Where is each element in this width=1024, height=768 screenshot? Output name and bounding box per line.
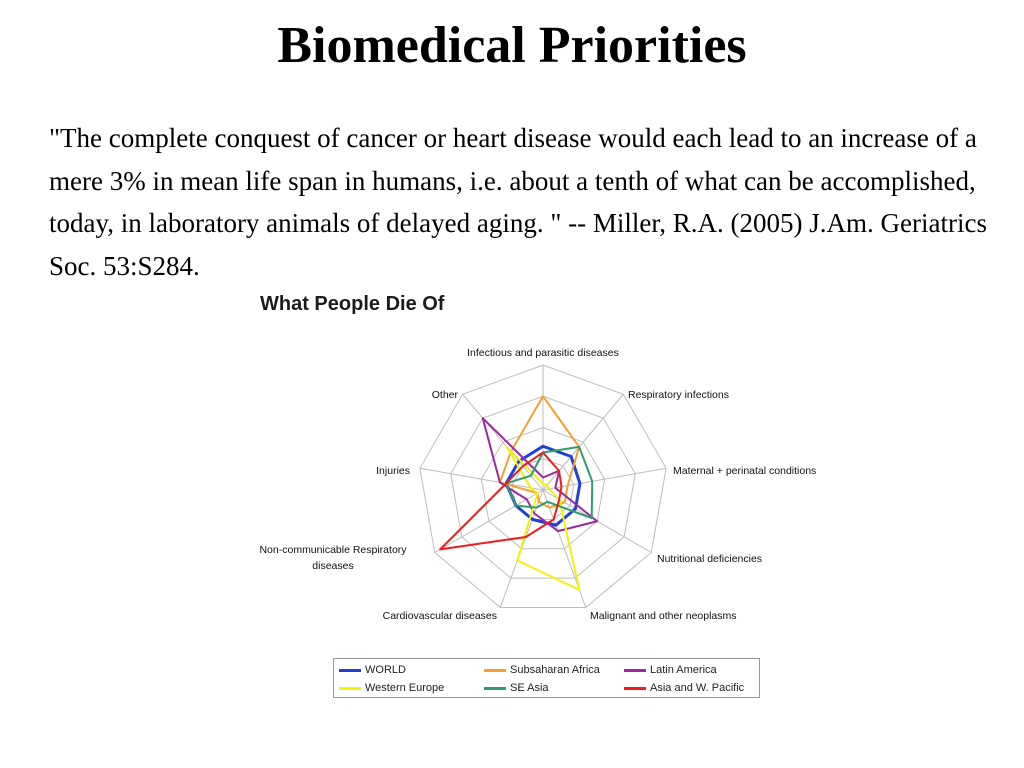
axis-label-infectious: Infectious and parasitic diseases <box>467 347 619 359</box>
legend-swatch-se-asia <box>484 687 506 690</box>
legend-item-subsaharan-africa <box>484 662 600 678</box>
legend-label-western-europe: Western Europe <box>365 682 445 694</box>
legend-swatch-world <box>339 669 361 672</box>
chart-legend <box>333 658 760 698</box>
slide-title: Biomedical Priorities <box>277 17 747 74</box>
legend-label-se-asia: SE Asia <box>510 682 549 694</box>
legend-swatch-western-europe <box>339 687 361 690</box>
axis-label-injuries: Injuries <box>376 465 410 477</box>
radar-grid <box>420 365 666 607</box>
axis-label-noncommunicable-respiratory: Non-communicable Respiratory diseases <box>259 544 407 572</box>
quote-text: "The complete conquest of cancer or heart disease would each lead to an increase of a mere 3% in mean life span in humans, i.e. about a tenth of what can be accomplished, today, in laboratory animals of delayed aging. " -- Miller, R.A. (2005) J.Am. Geriatrics Soc. 53:S284. <box>49 123 987 281</box>
axis-label-nutritional: Nutritional deficiencies <box>657 553 763 565</box>
legend-label-asia-and-w-pacific: Asia and W. Pacific <box>650 682 745 694</box>
axis-label-respiratory-infections: Respiratory infections <box>628 389 729 401</box>
legend-swatch-asia-and-w-pacific <box>624 687 646 690</box>
legend-item-world <box>339 662 406 678</box>
legend-swatch-latin-america <box>624 669 646 672</box>
legend-item-western-europe <box>339 680 444 696</box>
legend-item-latin-america <box>624 662 717 678</box>
legend-swatch-subsaharan-africa <box>484 669 506 672</box>
axis-label-maternal-perinatal: Maternal + perinatal conditions <box>673 465 817 477</box>
axis-label-cardiovascular: Cardiovascular diseases <box>382 610 497 622</box>
chart-title: What People Die Of <box>260 293 445 315</box>
grid-spoke-1 <box>543 394 623 490</box>
legend-item-asia-and-w-pacific <box>624 680 744 696</box>
radar-series <box>440 396 597 590</box>
legend-label-subsaharan-africa: Subsaharan Africa <box>510 664 600 676</box>
legend-label-world: WORLD <box>365 664 406 676</box>
axis-label-malignant: Malignant and other neoplasms <box>590 610 737 622</box>
legend-label-latin-america: Latin America <box>650 664 717 676</box>
legend-item-se-asia <box>484 680 549 696</box>
axis-label-other: Other <box>431 389 458 401</box>
